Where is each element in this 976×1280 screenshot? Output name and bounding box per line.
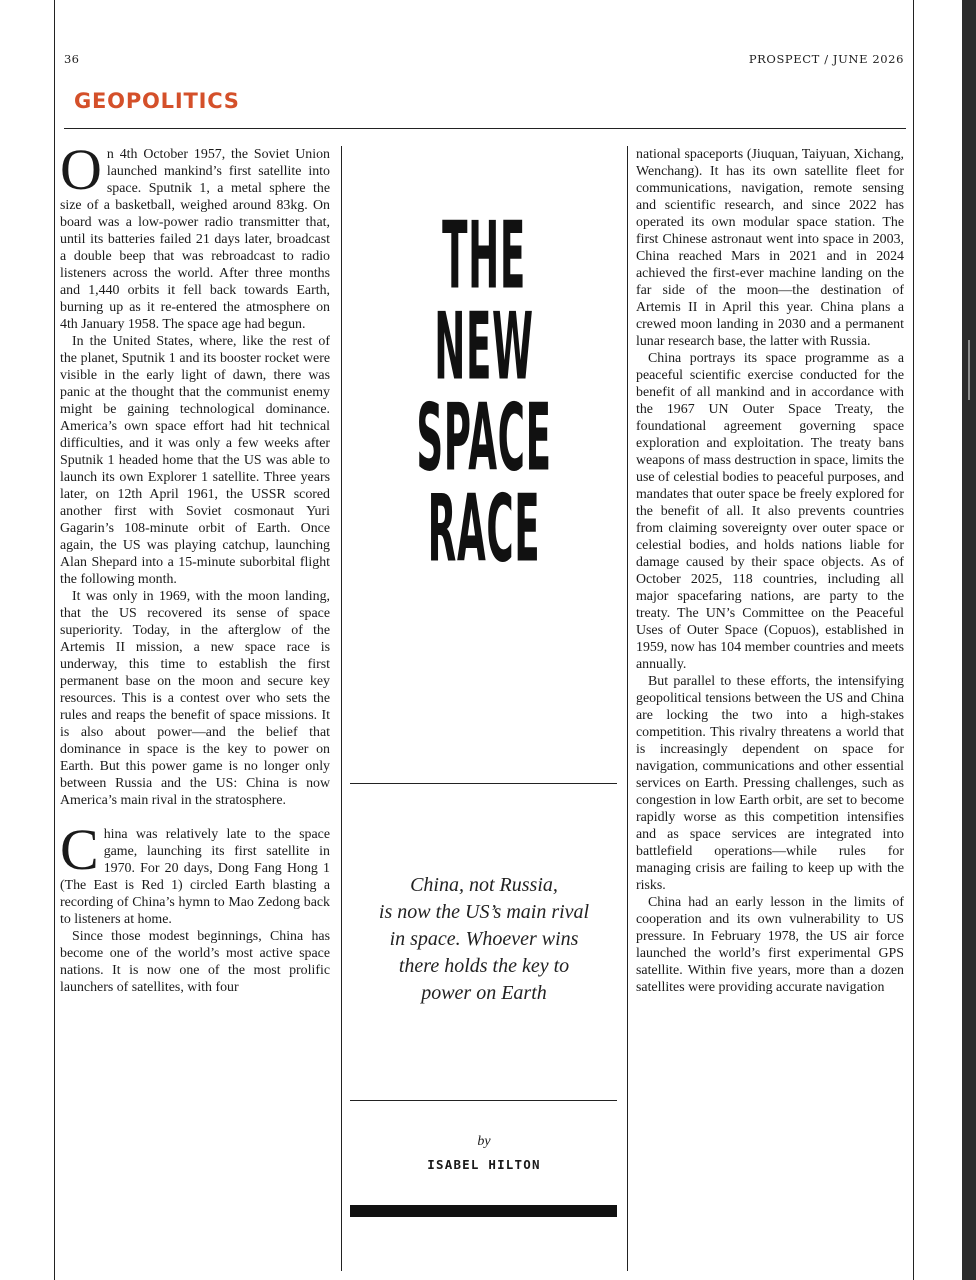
byline-prefix: by	[477, 1134, 491, 1149]
page-number: 36	[64, 52, 80, 66]
headline-line: NEW	[434, 293, 534, 402]
paragraph: It was only in 1969, with the moon landing, that the US recovered its sense of space superiority. Today, in the afterglow of the Artemis II mission, a new space race is underway, this time to establish the first permanent base on the moon and secure key resources. This is a contest over who sets the rules and reaps the benefit of space missions. It is also about power—and the belief that dominance in space is the key to power on Earth. But this power game is no longer only between Russia and the US: China is now America’s main rival in the stratosphere.	[60, 589, 330, 808]
paragraph	[60, 137, 330, 333]
decorative-bar	[350, 1205, 617, 1217]
headline	[350, 202, 618, 584]
page-edge-right	[913, 0, 914, 1280]
pullquote-line: China, not Russia,	[410, 874, 558, 896]
paragraph	[60, 817, 330, 928]
headline-line: RACE	[427, 475, 541, 584]
header-rule	[64, 128, 906, 129]
strip-mark	[968, 340, 970, 400]
paragraph: In the United States, where, like the rest of the planet, Sputnik 1 and its booster rocket were visible in the early light of dawn, there was panic at the thought that the communist enemy might be gaining technological dominance. America’s own space effort had hit technical difficulties, and it was only a few weeks after Sputnik 1 headed home that the US was able to launch its own Explorer 1 satellite. Three years later, on 12th April 1961, the USSR scored another first with Soviet cosmonaut Yuri Gagarin’s 108-minute orbit of Earth. Once again, the US was playing catchup, launching Alan Shepard into a 15-minute suborbital flight the following month.	[60, 334, 330, 587]
article-column-right	[636, 146, 904, 996]
section-label: GEOPOLITICS	[74, 89, 240, 113]
pullquote-rule-top	[350, 783, 617, 784]
paragraph: But parallel to these efforts, the intensifying geopolitical tensions between the US and China are locking the two into a high-stakes competition. This rivalry threatens a world that is increasingly dependent on space for navigation, communications and other essential services on Earth. Pressing challenges, such as congestion in low Earth orbit, are set to become rapidly worse as this competition intensifies and as space services are integrated into battlefield operations—while rules for managing crisis are failing to keep up with the risks.	[636, 674, 904, 893]
column-rule-left	[341, 146, 342, 1271]
pullquote-line: there holds the key to	[398, 955, 570, 977]
paragraph: Since those modest beginnings, China has become one of the world’s most active space nations. It is now one of the most prolific launchers of satellites, with four	[60, 929, 330, 995]
byline-author: ISABEL HILTON	[427, 1157, 541, 1172]
paragraph-text: hina was relatively late to the space game, launching its first satellite in 1970. For 20 days, Dong Fang Hong 1 (The East is Red 1) circled Earth blasting a recording of China’s hymn to Mao Zedong back to listeners at home.	[60, 827, 330, 927]
paragraph: China had an early lesson in the limits of cooperation and its own vulnerability to US pressure. In February 1978, the US air force launched the world’s first experimental GPS satellite. Within five years, more than a dozen satellites were providing accurate navigation	[636, 895, 904, 995]
pullquote-line: in space. Whoever wins	[389, 928, 579, 950]
page-edge-left	[54, 0, 55, 1280]
column-rule-right	[627, 146, 628, 1271]
paragraph-text: n 4th October 1957, the Soviet Union launched mankind’s first satellite into space. Sputnik 1, a metal sphere the size of a basketball, weighed around 83kg. On board was a low-power radio transmitter that, until its batteries failed 21 days later, broadcast a double beep that was rebroadcast to radio listeners across the world. After three months and 1,440 orbits it fell back towards Earth, burning up as it re-entered the atmosphere on 4th January 1958. The space age had begun.	[60, 147, 330, 332]
article-column-left	[60, 137, 330, 996]
headline-line: THE	[442, 202, 526, 311]
drop-cap: O	[60, 137, 102, 202]
drop-cap: C	[60, 817, 99, 882]
pullquote-line: power on Earth	[421, 982, 547, 1004]
running-header: PROSPECT / JUNE 2026	[748, 52, 904, 66]
headline-line: SPACE	[416, 384, 552, 493]
paragraph: China portrays its space programme as a peaceful scientific exercise conducted for the benefit of all mankind and in accordance with the 1967 UN Outer Space Treaty, the foundational agreement governing space exploration and exploitation. The treaty bans weapons of mass destruction in space, limits the use of celestial bodies to peaceful purposes, and mandates that outer space be freely explored for the benefit of all. It also prevents countries from claiming sovereignty over outer space or celestial bodies, and holds nations liable for damage caused by their space objects. As of October 2025, 118 countries, including all major spacefaring nations, are party to the treaty. The UN’s Committee on the Peaceful Uses of Outer Space (Copuos), established in 1959, now has 104 member countries and meets annually.	[636, 351, 904, 672]
adjacent-page-strip	[962, 0, 976, 1280]
pullquote-rule-bottom	[350, 1100, 617, 1101]
pullquote-line: is now the US’s main rival	[378, 901, 590, 923]
pullquote	[352, 872, 616, 1007]
paragraph: national spaceports (Jiuquan, Taiyuan, Xichang, Wenchang). It has its own satellite fleet for communications, navigation, remote sensing and scientific research, and since 2022 has operated its own modular space station. The first Chinese astronaut went into space in 2003, China reached Mars in 2021 and in 2024 achieved the first-ever machine landing on the far side of the moon—the destination of Artemis II in April this year. China plans a crewed moon landing in 2030 and a permanent lunar research base, the latter with Russia.	[636, 147, 904, 349]
